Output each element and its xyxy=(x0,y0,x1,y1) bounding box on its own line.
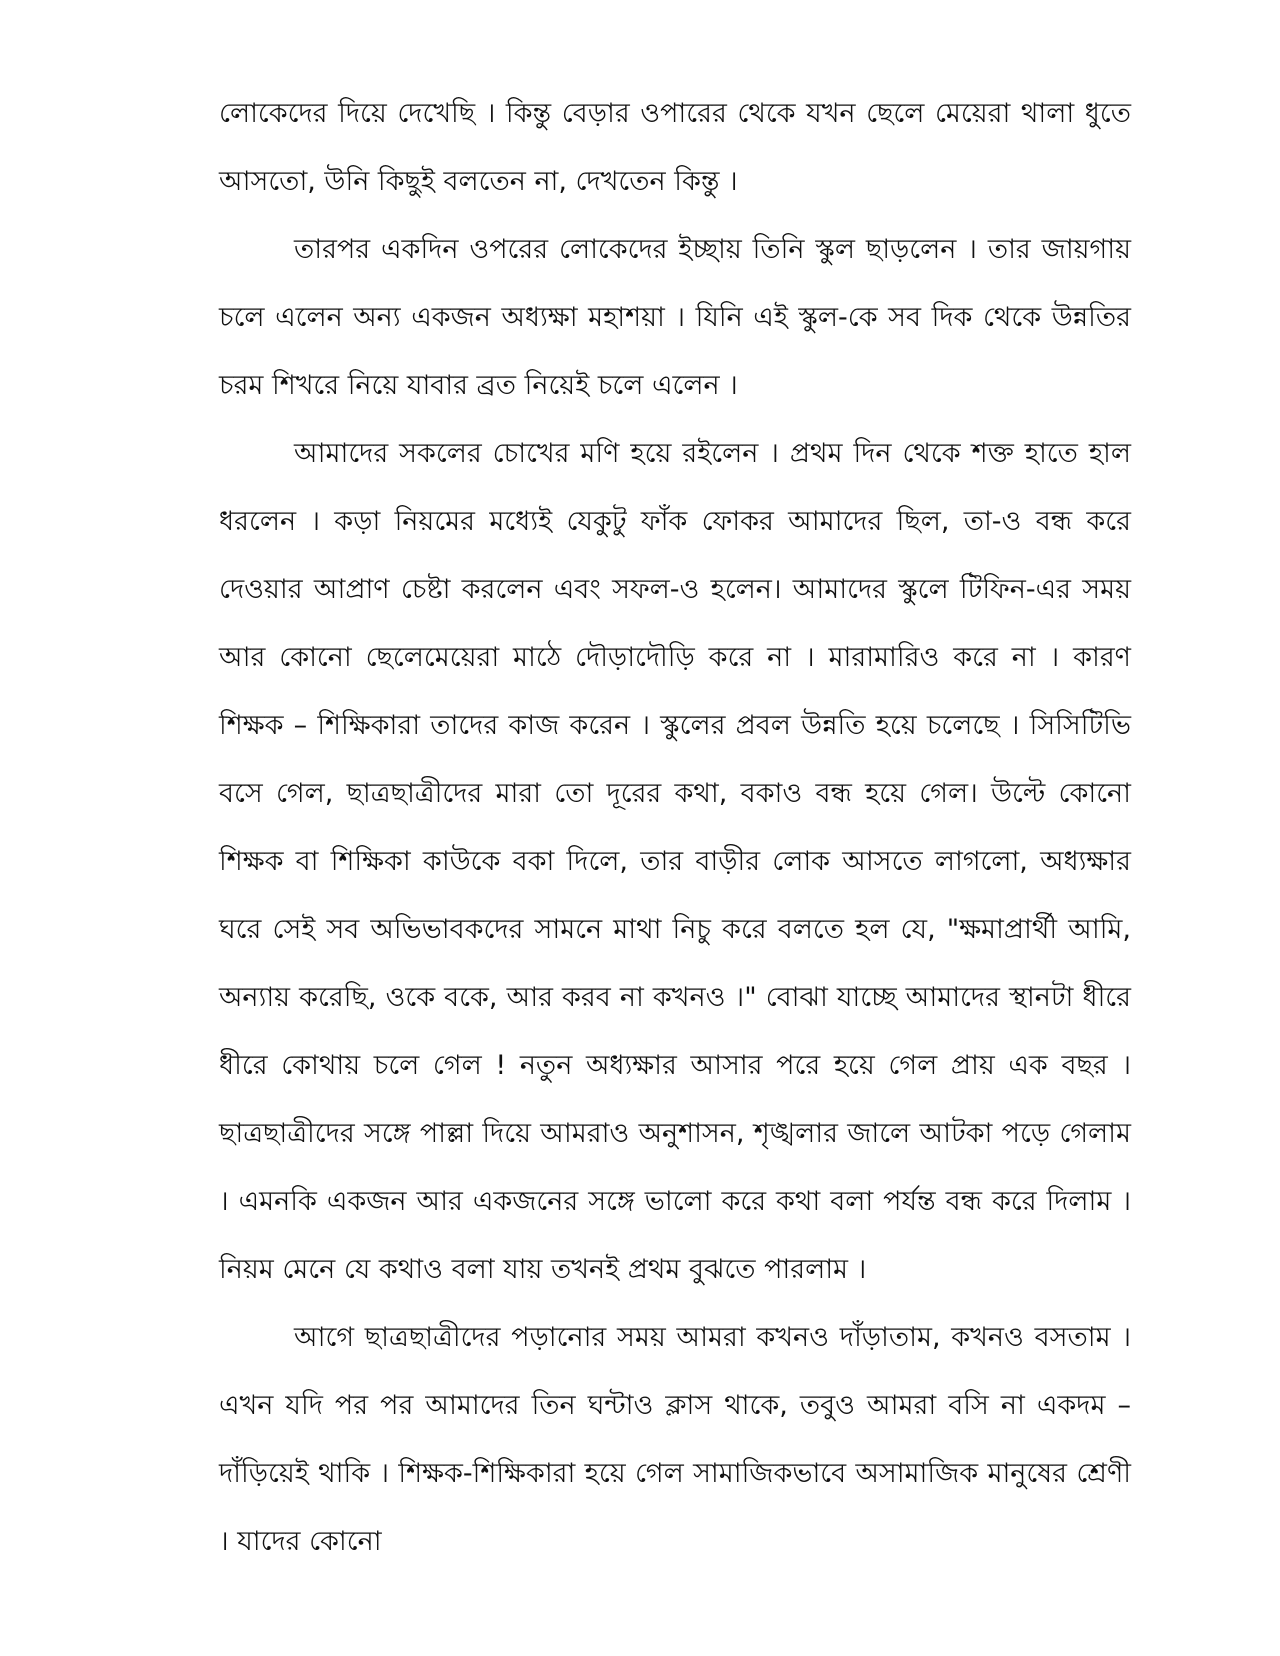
document-page xyxy=(219,80,1131,1576)
paragraph-3: আমাদের সকলের চোখের মণি হয়ে রইলেন । প্রথম দিন থেকে শক্ত হাতে হাল ধরলেন । কড়া নিয়মের মধ্যেই যেকুটু ফাঁক ফোকর আমাদের ছিল, তা-ও বন্ধ করে দেওয়ার আপ্রাণ চেষ্টা করলেন এবং সফল-ও হলেন। আমাদের স্কুলে টিফিন-এর সময় আর কোনো ছেলেমেয়েরা মাঠে দৌড়াদৌড়ি করে না । মারামারিও করে না । কারণ শিক্ষক – শিক্ষিকারা তাদের কাজ করেন । স্কুলের প্রবল উন্নতি হয়ে চলেছে । সিসিটিভি বসে গেল, ছাত্রছাত্রীদের মারা তো দূরের কথা, বকাও বন্ধ হয়ে গেল। উল্টে কোনো শিক্ষক বা শিক্ষিকা কাউকে বকা দিলে, তার বাড়ীর লোক আসতে লাগলো, অধ্যক্ষার ঘরে সেই সব অভিভাবকদের সামনে মাথা নিচু করে বলতে হল যে, "ক্ষমাপ্রার্থী আমি, অন্যায় করেছি, ওকে বকে, আর করব না কখনও ।" বোঝা যাচ্ছে আমাদের স্থানটা ধীরে ধীরে কোথায় চলে গেল ! নতুন অধ্যক্ষার আসার পরে হয়ে গেল প্রায় এক বছর । ছাত্রছাত্রীদের সঙ্গে পাল্লা দিয়ে আমরাও অনুশাসন, শৃঙ্খলার জালে আটকা পড়ে গেলাম । এমনকি একজন আর একজনের সঙ্গে ভালো করে কথা বলা পর্যন্ত বন্ধ করে দিলাম । নিয়ম মেনে যে কথাও বলা যায় তখনই প্রথম বুঝতে পারলাম । xyxy=(219,438,1131,1285)
paragraph-1: লোকেদের দিয়ে দেখেছি । কিন্তু বেড়ার ওপারের থেকে যখন ছেলে মেয়েরা থালা ধুতে আসতো, উনি কিছুই বলতেন না, দেখতেন কিন্তু । xyxy=(219,98,1131,197)
paragraph-4: আগে ছাত্রছাত্রীদের পড়ানোর সময় আমরা কখনও দাঁড়াতাম, কখনও বসতাম । এখন যদি পর পর আমাদের তিন ঘন্টাও ক্লাস থাকে, তবুও আমরা বসি না একদম – দাঁড়িয়েই থাকি । শিক্ষক-শিক্ষিকারা হয়ে গেল সামাজিকভাবে অসামাজিক মানুষের শ্রেণী । যাদের কোনো xyxy=(219,1322,1131,1557)
paragraph-2: তারপর একদিন ওপরের লোকেদের ইচ্ছায় তিনি স্কুল ছাড়লেন । তার জায়গায় চলে এলেন অন্য একজন অধ্যক্ষা মহাশয়া । যিনি এই স্কুল-কে সব দিক থেকে উন্নতির চরম শিখরে নিয়ে যাবার ব্রত নিয়েই চলে এলেন । xyxy=(219,234,1131,401)
